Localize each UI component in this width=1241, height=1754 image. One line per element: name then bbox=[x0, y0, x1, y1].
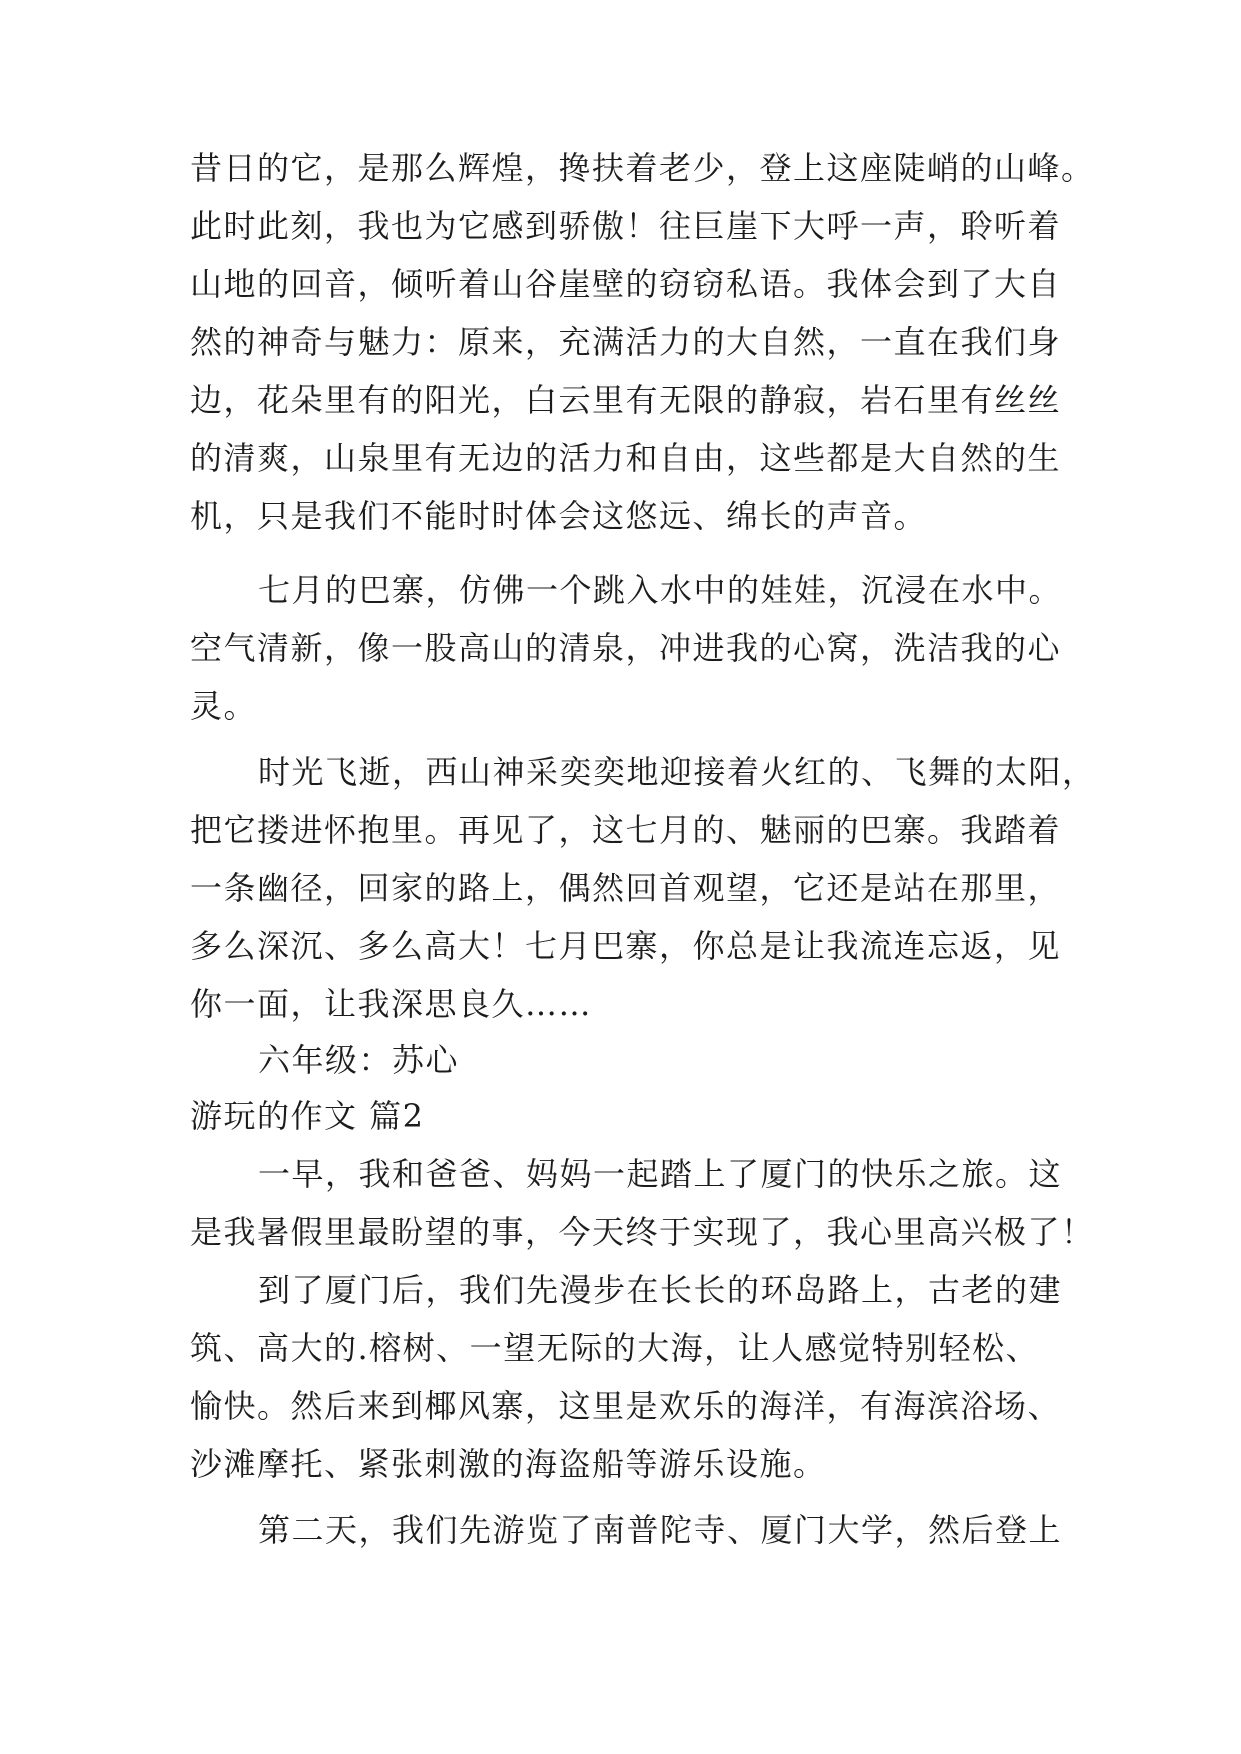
text-line: 边，花朵里有的阳光，白云里有无限的静寂，岩石里有丝丝 bbox=[190, 381, 1062, 419]
paragraph-start-line: 七月的巴寨，仿佛一个跳入水中的娃娃，沉浸在水中。 bbox=[258, 571, 1063, 609]
text-line: 沙滩摩托、紧张刺激的海盗船等游乐设施。 bbox=[190, 1445, 827, 1483]
paragraph-start-line: 第二天，我们先游览了南普陀寺、厦门大学，然后登上 bbox=[258, 1511, 1063, 1549]
text-line: 昔日的它，是那么辉煌，搀扶着老少，登上这座陡峭的山峰。 bbox=[190, 149, 1095, 187]
text-line: 然的神奇与魅力：原来，充满活力的大自然，一直在我们身 bbox=[190, 323, 1062, 361]
text-line: 山地的回音，倾听着山谷崖壁的窃窃私语。我体会到了大自 bbox=[190, 265, 1062, 303]
text-line: 的清爽，山泉里有无边的活力和自由，这些都是大自然的生 bbox=[190, 439, 1062, 477]
text-line: 此时此刻，我也为它感到骄傲！往巨崖下大呼一声，聆听着 bbox=[190, 207, 1062, 245]
text-line: 把它搂进怀抱里。再见了，这七月的、魅丽的巴寨。我踏着 bbox=[190, 811, 1062, 849]
text-line: 一条幽径，回家的路上，偶然回首观望，它还是站在那里， bbox=[190, 869, 1062, 907]
text-line: 灵。 bbox=[190, 687, 258, 725]
text-line: 机，只是我们不能时时体会这悠远、绵长的声音。 bbox=[190, 497, 928, 535]
text-line: 筑、高大的.榕树、一望无际的大海，让人感觉特别轻松、 bbox=[190, 1329, 1040, 1367]
paragraph-start-line: 时光飞逝，西山神采奕奕地迎接着火红的、飞舞的太阳， bbox=[258, 753, 1096, 791]
author-signature: 六年级：苏心 bbox=[258, 1041, 460, 1079]
paragraph-start-line: 一早，我和爸爸、妈妈一起踏上了厦门的快乐之旅。这 bbox=[258, 1155, 1063, 1193]
text-line: 空气清新，像一股高山的清泉，冲进我的心窝，洗洁我的心 bbox=[190, 629, 1062, 667]
text-line: 是我暑假里最盼望的事，今天终于实现了，我心里高兴极了！ bbox=[190, 1213, 1095, 1251]
paragraph-start-line: 到了厦门后，我们先漫步在长长的环岛路上，古老的建 bbox=[258, 1271, 1063, 1309]
text-line: 多么深沉、多么高大！七月巴寨，你总是让我流连忘返，见 bbox=[190, 927, 1062, 965]
text-line: 愉快。然后来到椰风寨，这里是欢乐的海洋，有海滨浴场、 bbox=[190, 1387, 1062, 1425]
section-heading: 游玩的作文 篇2 bbox=[190, 1097, 425, 1135]
text-line: 你一面，让我深思良久…… bbox=[190, 985, 593, 1023]
